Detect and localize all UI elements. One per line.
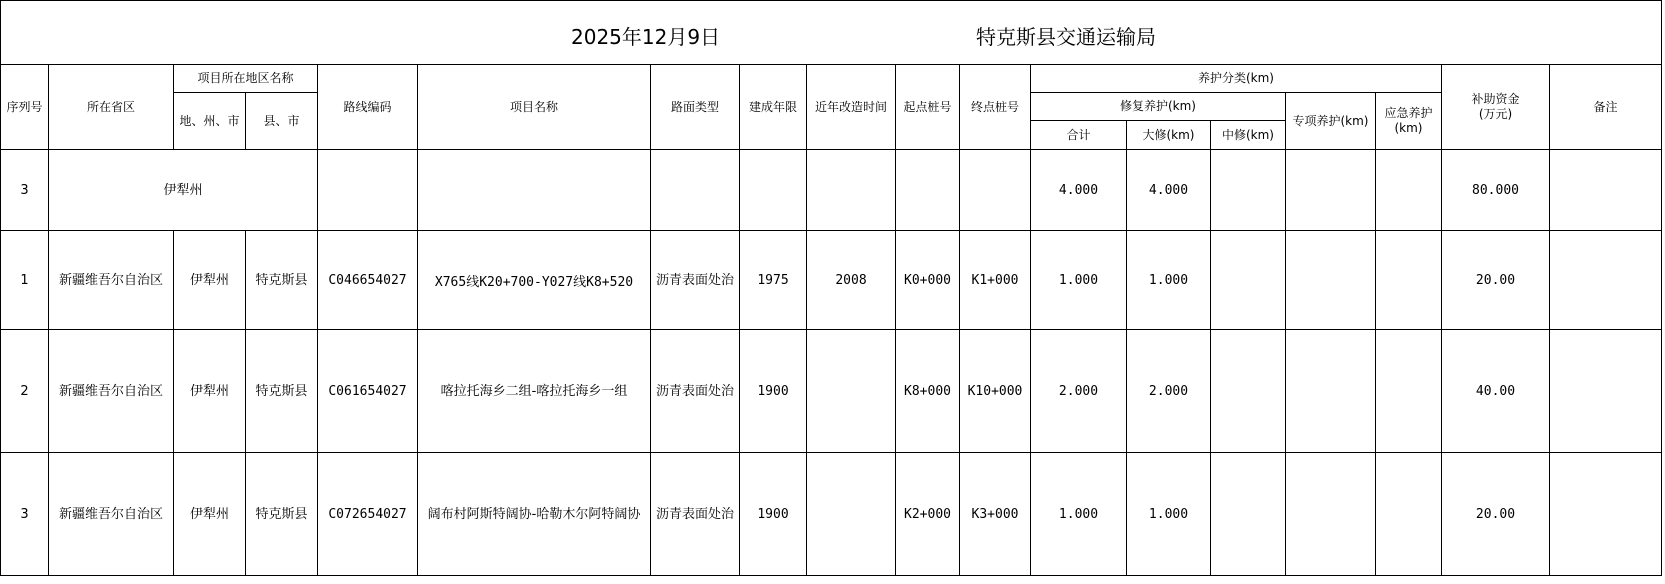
header-seq: 序列号 xyxy=(1,65,49,150)
row-special xyxy=(1286,453,1376,576)
table-row xyxy=(1,330,1662,453)
header-rebuild-time: 近年改造时间 xyxy=(807,65,896,150)
row-medium xyxy=(1211,453,1286,576)
row-province: 新疆维吾尔自治区 xyxy=(49,231,174,330)
header-major: 大修(km) xyxy=(1127,121,1211,150)
header-county: 县、市 xyxy=(246,93,318,150)
row-prefecture: 伊犁州 xyxy=(174,453,246,576)
row-start-stake: K8+000 xyxy=(896,330,960,453)
row-project-name: X765线K20+700-Y027线K8+520 xyxy=(418,231,651,330)
header-subsidy: 补助资金(万元) xyxy=(1442,65,1550,150)
row-prefecture: 伊犁州 xyxy=(174,330,246,453)
row-route-code: C061654027 xyxy=(318,330,418,453)
header-repair-group: 修复养护(km) xyxy=(1031,93,1286,121)
row-prefecture: 伊犁州 xyxy=(174,231,246,330)
row-emergency xyxy=(1376,453,1442,576)
row-major: 2.000 xyxy=(1127,330,1211,453)
row-route-code: C046654027 xyxy=(318,231,418,330)
row-remarks xyxy=(1550,330,1662,453)
row-project-name: 阔布村阿斯特阔协-哈勒木尔阿特阔协 xyxy=(418,453,651,576)
row-surface: 沥青表面处治 xyxy=(651,453,740,576)
header-surface: 路面类型 xyxy=(651,65,740,150)
row-special xyxy=(1286,330,1376,453)
summary-total: 4.000 xyxy=(1031,150,1127,231)
header-special: 专项养护(km) xyxy=(1286,93,1376,150)
row-start-stake: K2+000 xyxy=(896,453,960,576)
row-medium xyxy=(1211,231,1286,330)
summary-row xyxy=(1,150,1662,231)
row-built-year: 1975 xyxy=(740,231,807,330)
header-remarks: 备注 xyxy=(1550,65,1662,150)
row-major: 1.000 xyxy=(1127,453,1211,576)
header-project-name: 项目名称 xyxy=(418,65,651,150)
header-total: 合计 xyxy=(1031,121,1127,150)
title-cell xyxy=(1,1,1662,65)
header-maint-group: 养护分类(km) xyxy=(1031,65,1442,93)
row-seq: 3 xyxy=(1,453,49,576)
row-seq: 2 xyxy=(1,330,49,453)
row-total: 2.000 xyxy=(1031,330,1127,453)
summary-region: 伊犁州 xyxy=(49,150,318,231)
row-rebuild-time xyxy=(807,330,896,453)
row-seq: 1 xyxy=(1,231,49,330)
row-built-year: 1900 xyxy=(740,453,807,576)
table-row xyxy=(1,231,1662,330)
row-total: 1.000 xyxy=(1031,453,1127,576)
row-total: 1.000 xyxy=(1031,231,1127,330)
row-special xyxy=(1286,231,1376,330)
summary-major: 4.000 xyxy=(1127,150,1211,231)
report-date: 2025年12月9日 xyxy=(571,25,721,49)
row-province: 新疆维吾尔自治区 xyxy=(49,453,174,576)
row-subsidy: 40.00 xyxy=(1442,330,1550,453)
row-county: 特克斯县 xyxy=(246,231,318,330)
row-emergency xyxy=(1376,330,1442,453)
summary-seq: 3 xyxy=(1,150,49,231)
header-medium: 中修(km) xyxy=(1211,121,1286,150)
row-province: 新疆维吾尔自治区 xyxy=(49,330,174,453)
row-surface: 沥青表面处治 xyxy=(651,231,740,330)
row-rebuild-time: 2008 xyxy=(807,231,896,330)
row-subsidy: 20.00 xyxy=(1442,231,1550,330)
row-end-stake: K3+000 xyxy=(960,453,1031,576)
header-emergency: 应急养护(km) xyxy=(1376,93,1442,150)
report-organization: 特克斯县交通运输局 xyxy=(976,25,1156,49)
title-row xyxy=(1,1,1662,65)
row-rebuild-time xyxy=(807,453,896,576)
row-county: 特克斯县 xyxy=(246,330,318,453)
row-medium xyxy=(1211,330,1286,453)
header-route-code: 路线编码 xyxy=(318,65,418,150)
row-end-stake: K1+000 xyxy=(960,231,1031,330)
header-start-stake: 起点桩号 xyxy=(896,65,960,150)
header-region-group: 项目所在地区名称 xyxy=(174,65,318,93)
header-built-year: 建成年限 xyxy=(740,65,807,150)
row-emergency xyxy=(1376,231,1442,330)
header-row-1 xyxy=(1,65,1662,93)
header-prefecture: 地、州、市 xyxy=(174,93,246,150)
row-route-code: C072654027 xyxy=(318,453,418,576)
row-built-year: 1900 xyxy=(740,330,807,453)
row-major: 1.000 xyxy=(1127,231,1211,330)
row-county: 特克斯县 xyxy=(246,453,318,576)
table-row xyxy=(1,453,1662,576)
row-start-stake: K0+000 xyxy=(896,231,960,330)
row-subsidy: 20.00 xyxy=(1442,453,1550,576)
row-remarks xyxy=(1550,453,1662,576)
header-end-stake: 终点桩号 xyxy=(960,65,1031,150)
row-end-stake: K10+000 xyxy=(960,330,1031,453)
row-remarks xyxy=(1550,231,1662,330)
row-surface: 沥青表面处治 xyxy=(651,330,740,453)
summary-subsidy: 80.000 xyxy=(1442,150,1550,231)
row-project-name: 喀拉托海乡二组-喀拉托海乡一组 xyxy=(418,330,651,453)
header-province: 所在省区 xyxy=(49,65,174,150)
